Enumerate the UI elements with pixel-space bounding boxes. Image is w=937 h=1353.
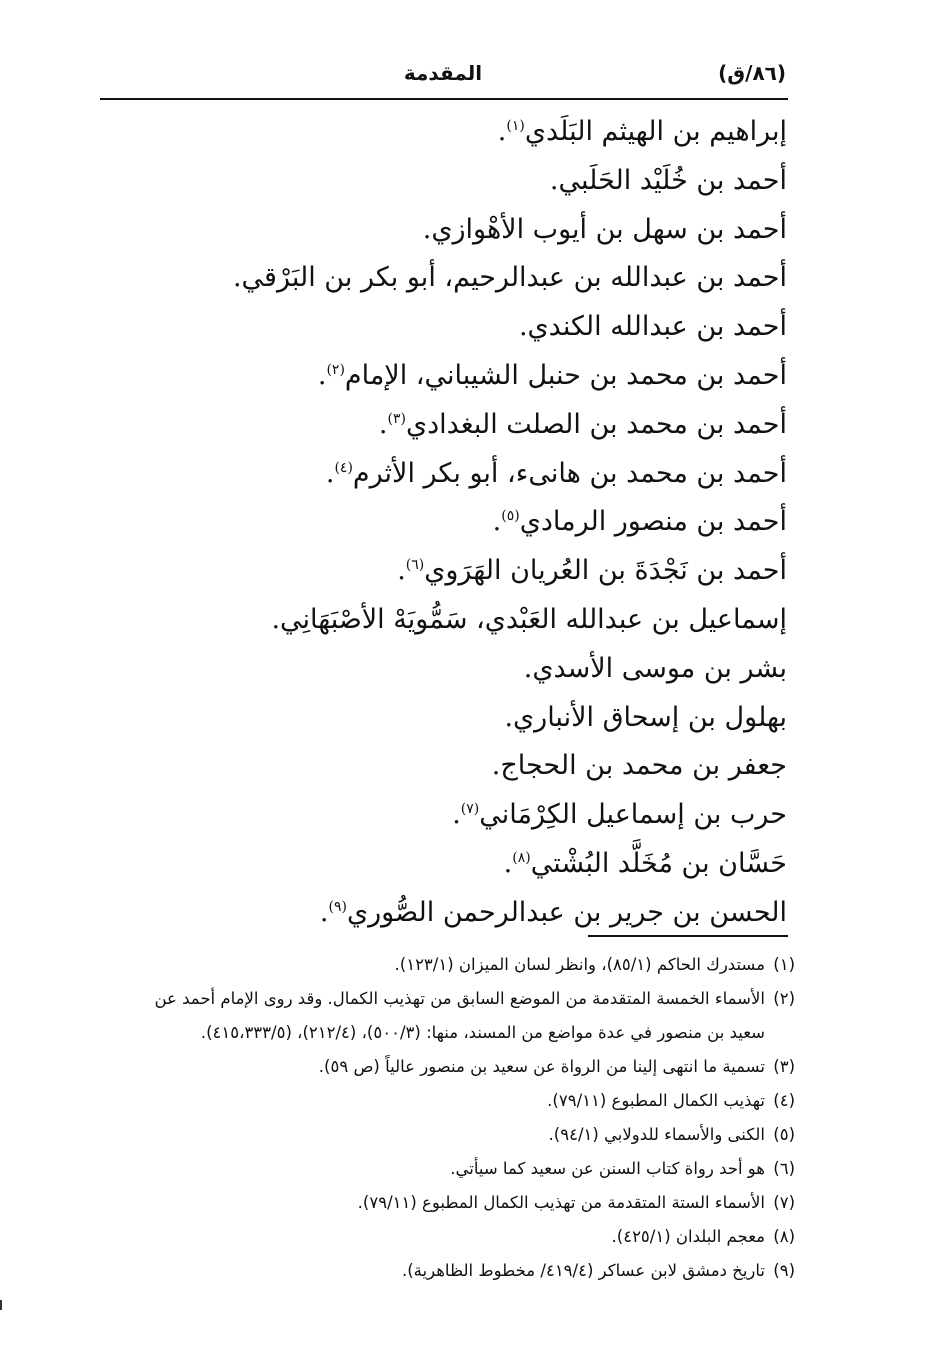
narrator-name: بشر بن موسى الأسدي. [523,652,787,684]
footnote-text: هو أحد رواة كتاب السنن عن سعيد كما سيأتي. [450,1159,765,1178]
footnote-text: مستدرك الحاكم (٨٥/١)، وانظر لسان الميزان (١٢٣/١). [394,955,765,974]
narrator-name: أحمد بن سهل بن أيوب الأهْوازي. [422,213,787,245]
narrator-name: حَسَّان بن مُخَلَّد البُشْتي [530,847,787,879]
entry-period: . [497,116,507,147]
narrator-name: أحمد بن نَجْدَةَ بن العُريان الهَرَوي [424,555,787,587]
entry-period: . [452,799,461,831]
narrator-entry [187,889,787,938]
narrator-name: إبراهيم بن الهيثم البَلَدي [524,116,787,147]
narrator-entry [187,157,787,206]
entry-period: . [397,555,406,587]
narrator-name: بهلول بن إسحاق الأنباري. [504,701,787,733]
narrator-entry [187,742,787,791]
footnote-number: (٤) [773,1091,795,1110]
footnote-number: (٥) [773,1125,795,1144]
narrator-entry [187,206,787,255]
narrator-name: جعفر بن محمد بن الحجاج. [491,750,787,782]
narrator-name: الحسن بن جرير بن عبدالرحمن الصُّوري [346,896,787,928]
footnote-separator [588,935,788,937]
section-title: المقدمة [403,61,483,85]
footnote-reference: (٥) [501,508,520,525]
narrator-name: أحمد بن محمد بن حنبل الشيباني، الإمام [344,359,787,391]
footnote-continuation: سعيد بن منصور في عدة مواضع من المسند، منها: (٥٠٠/٣)، (٢١٢/٤)، (٤١٥،٣٣٣/٥). [200,1023,765,1042]
footnote-reference: (٢) [326,361,345,378]
entry-period: . [378,408,388,440]
footnote-item [105,1220,795,1254]
footnote-reference: (٣) [387,410,406,427]
entry-period: . [325,457,335,489]
footnote-reference: (١) [506,118,525,134]
narrator-entry [187,498,787,547]
narrator-name: أحمد بن منصور الرمادي [519,506,787,538]
footnote-item [105,1254,795,1288]
narrator-entry [187,303,787,352]
footnote-reference: (٧) [460,801,480,818]
narrator-entry [187,547,787,596]
footnote-number: (١) [773,955,795,974]
entry-period: . [319,896,329,928]
page-number-label: (٨٦/ق) [718,61,786,85]
narrator-entry [187,401,787,450]
narrator-entry [187,450,787,499]
footnote-text: تهذيب الكمال المطبوع (٧٩/١١). [547,1091,765,1110]
footnote-text: الأسماء الخمسة المتقدمة من الموضع السابق من تهذيب الكمال. وقد روى الإمام أحمد عن [154,989,765,1008]
narrator-entry [187,108,787,157]
narrator-name: حرب بن إسماعيل الكِرْمَاني [479,799,787,831]
narrator-entry [187,840,787,889]
narrators-list [187,108,787,938]
footnote-item [105,1118,795,1152]
footnote-number: (٨) [773,1227,795,1246]
page-header [100,58,786,98]
narrator-name: أحمد بن محمد بن هانىء، أبو بكر الأثرم [352,457,787,489]
narrator-name: أحمد بن عبدالله بن عبدالرحيم، أبو بكر بن البَرْقي. [232,262,787,294]
narrator-entry [187,791,787,840]
footnote-item [105,1186,795,1220]
footnote-text: الكنى والأسماء للدولابي (٩٤/١). [548,1125,765,1144]
narrator-entry [187,254,787,303]
footnote-number: (٧) [773,1193,795,1212]
narrator-entry [187,596,787,645]
footnote-item [105,1152,795,1186]
scan-edge-mark [0,1300,2,1310]
footnote-number: (٢) [773,989,795,1008]
narrator-name: أحمد بن محمد بن الصلت البغدادي [405,408,787,440]
footnote-text: معجم البلدان (٤٢٥/١). [611,1227,765,1246]
footnote-reference: (٤) [334,459,353,476]
header-rule [100,98,788,100]
narrator-entry [187,352,787,401]
entry-period: . [317,359,327,391]
footnote-reference: (٦) [405,557,425,574]
footnote-item [105,1050,795,1084]
footnote-reference: (٩) [328,898,347,915]
footnote-text: تاريخ دمشق لابن عساكر (٤١٩/٤/ مخطوط الظاهرية). [401,1261,765,1280]
footnote-text: تسمية ما انتهى إلينا من الرواة عن سعيد بن منصور عالياً (ص ٥٩). [318,1057,765,1076]
footnote-reference: (٨) [512,849,531,866]
footnote-item [105,948,795,982]
narrator-name: أحمد بن خُلَيْد الحَلَبي. [549,164,787,196]
footnotes-list [105,948,795,1288]
narrator-name: إسماعيل بن عبدالله العَبْدي، سَمُّويَهْ الأصْبَهَانِي. [271,603,787,635]
footnote-number: (٣) [773,1057,795,1076]
narrator-entry [187,694,787,743]
footnote-item [105,1084,795,1118]
entry-period: . [492,506,502,538]
footnote-number: (٦) [773,1159,795,1178]
footnote-item [105,982,795,1050]
entry-period: . [503,847,513,879]
footnote-number: (٩) [773,1261,795,1280]
narrator-entry [187,645,787,694]
narrator-name: أحمد بن عبدالله الكندي. [518,311,787,343]
footnote-text: الأسماء الستة المتقدمة من تهذيب الكمال المطبوع (٧٩/١١). [357,1193,765,1212]
